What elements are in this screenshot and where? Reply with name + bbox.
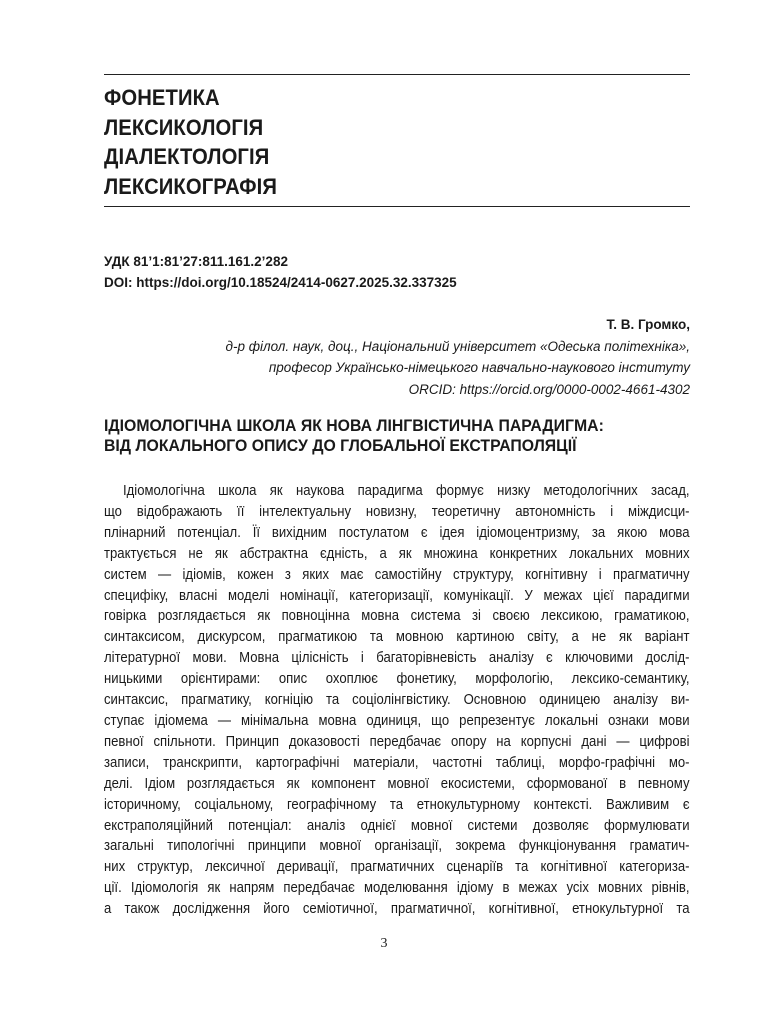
body-line: екстраполяційний потенціал: аналіз однієї мовної системи дозволяє формулювати [104, 817, 690, 834]
page-number: 3 [380, 936, 388, 951]
body-line: літературної мови. Мовна цілісність і багаторівневість аналізу є ключовими дослід- [104, 650, 690, 667]
body-line: записи, транскрипти, картографічні матеріали, частотні таблиці, морфо-графічні мо- [104, 754, 690, 771]
body-line: загальні типологічні принципи мовної організації, зокрема функціонування граматич- [104, 838, 690, 855]
body-line: плінарний потенціал. Її вихідним постулатом є ідея ідіомоцентризму, за якою мова [104, 524, 690, 541]
body-line: синтаксис, прагматику, когніцію та соціолінгвістику. Основною одиницею аналізу ви- [104, 692, 690, 709]
abstract-body [104, 481, 690, 920]
udk-code: УДК 81’1:81’27:811.161.2’282 [104, 254, 288, 269]
top-rule [104, 74, 690, 75]
body-line: специфіку, власні моделі номінації, категоризації, комунікації. У межах цієї парадигми [104, 587, 690, 604]
author-orcid[interactable]: ORCID: https://orcid.org/0000-0002-4661-4302 [408, 381, 690, 397]
body-line: них структур, лексичної деривації, прагматичних сценаріїв та когнітивної категориза- [104, 859, 690, 876]
body-line: ції. Ідіомологія як напрям передбачає моделювання ідіому в межах усіх мовних рівнів, [104, 880, 690, 897]
section-title-line: ЛЕКСИКОГРАФІЯ [104, 173, 278, 199]
article-title-line: ВІД ЛОКАЛЬНОГО ОПИСУ ДО ГЛОБАЛЬНОЇ ЕКСТРАПОЛЯЦІЇ [104, 436, 577, 455]
author-name: Т. В. Громко, [606, 317, 690, 332]
section-title-line: ФОНЕТИКА [104, 85, 220, 110]
author-position: професор Українсько-німецького навчально-наукового інституту [268, 360, 690, 375]
body-line: певної спільноти. Принцип доказовості передбачає опору на корпусні дані — цифрові [104, 733, 690, 750]
body-line: а також дослідження його семіотичної, прагматичної, когнітивної, етнокультурної та [104, 901, 690, 918]
page-content [104, 74, 690, 920]
body-line: що відображають її інтелектуальну новизну, теоретичну автономність і міждисци- [104, 503, 690, 520]
doi-link[interactable]: DOI: https://doi.org/10.18524/2414-0627.2025.32.337325 [104, 275, 457, 290]
body-line: говірка розглядається як повноцінна мовна система зі своєю лексикою, граматикою, [104, 608, 690, 625]
body-line: ницькими орієнтирами: опис охоплює фонетику, морфологію, лексико-семантику, [104, 671, 690, 688]
article-meta [104, 251, 690, 293]
article-title [104, 416, 699, 456]
section-title [104, 83, 643, 201]
body-line: Ідіомологічна школа як наукова парадигма формує низку методологічних засад, [123, 483, 690, 499]
section-title-line: ДІАЛЕКТОЛОГІЯ [104, 144, 270, 169]
article-title-line: ІДІОМОЛОГІЧНА ШКОЛА ЯК НОВА ЛІНГВІСТИЧНА ПАРАДИГМА: [104, 416, 604, 435]
body-line: ступає ідіомема — мінімальна мовна одиниця, що репрезентує локальні ознаки мови [104, 712, 690, 729]
body-line: делі. Ідіом розглядається як компонент мовної екосистеми, сформованої в певному [104, 775, 690, 792]
section-title-line: ЛЕКСИКОЛОГІЯ [104, 114, 264, 140]
body-line: систем — ідіомів, кожен з яких має самостійну структуру, когнітивну і прагматичну [104, 566, 690, 583]
author-block [104, 314, 690, 400]
body-line: історичному, соціальному, географічному та етнокультурному контексті. Важливим є [104, 796, 690, 813]
author-affiliation: д-р філол. наук, доц., Національний університет «Одеська політехніка», [225, 338, 690, 354]
body-line: синтаксисом, дискурсом, прагматикою та мовною картиною світу, а не як варіант [104, 629, 690, 646]
body-line: трактується не як абстрактна єдність, а як множина конкретних локальних мовних [104, 545, 690, 562]
bottom-rule [104, 206, 690, 207]
